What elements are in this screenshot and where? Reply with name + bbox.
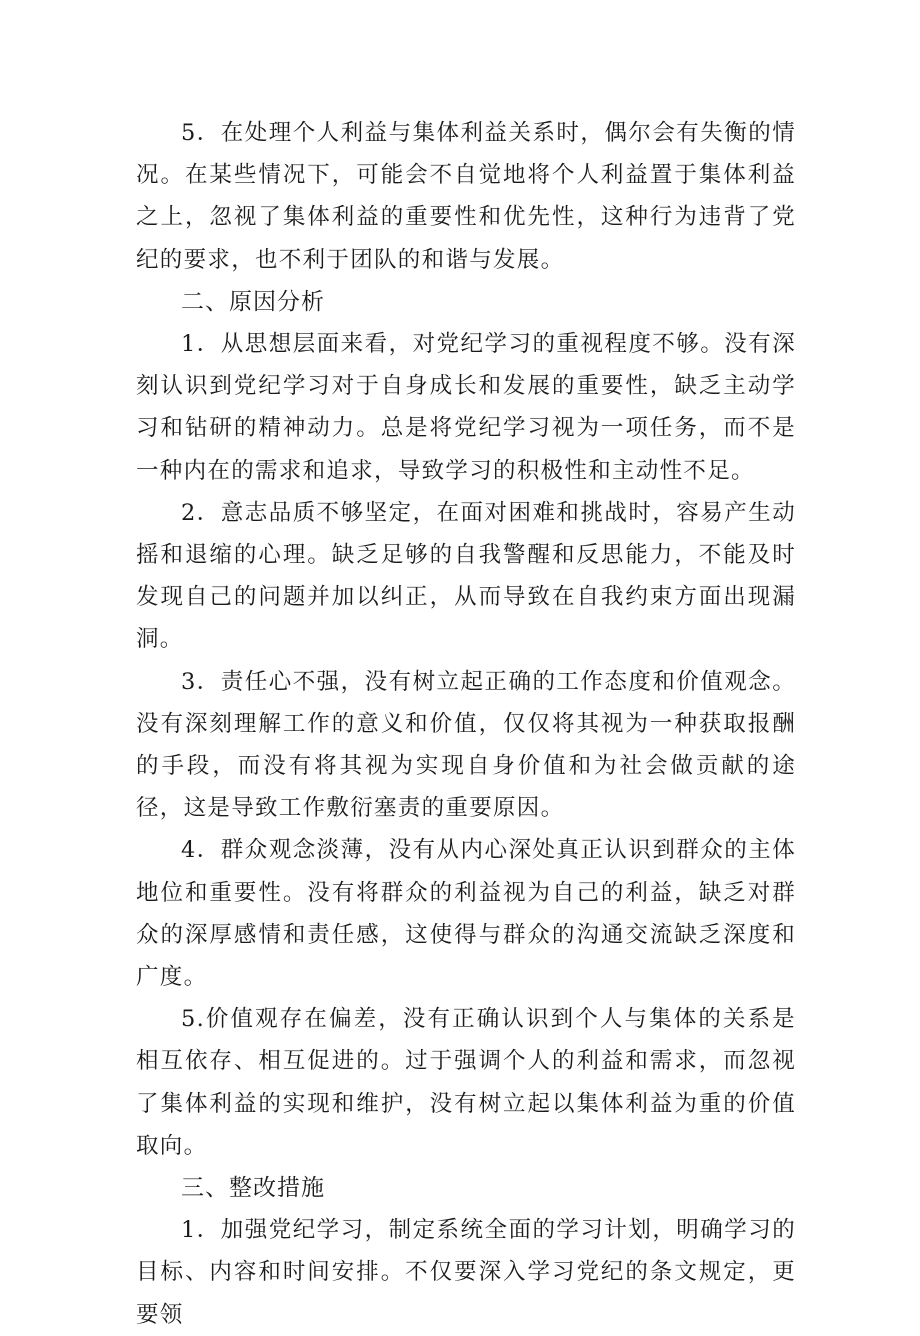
- paragraph-measure-1: 1．加强党纪学习，制定系统全面的学习计划，明确学习的目标、内容和时间安排。不仅要深入学习党纪的条文规定，更要领: [136, 1217, 796, 1328]
- document-page: [136, 112, 796, 1336]
- paragraph-cause-5: 5.价值观存在偏差，没有正确认识到个人与集体的关系是相互依存、相互促进的。过于强调个人的利益和需求，而忽视了集体利益的实现和维护，没有树立起以集体利益为重的价值取向。: [136, 1006, 796, 1159]
- section-heading-cause-analysis: 二、原因分析: [181, 288, 325, 315]
- paragraph-issue-5: 5．在处理个人利益与集体利益关系时，偶尔会有失衡的情况。在某些情况下，可能会不自觉地将个人利益置于集体利益之上，忽视了集体利益的重要性和优先性，这种行为违背了党纪的要求，也不利于团队的和谐与发展。: [136, 120, 796, 273]
- section-heading-rectification-measures: 三、整改措施: [181, 1175, 325, 1202]
- paragraph-cause-3: 3．责任心不强，没有树立起正确的工作态度和价值观念。没有深刻理解工作的意义和价值，仅仅将其视为一种获取报酬的手段，而没有将其视为实现自身价值和为社会做贡献的途径，这是导致工作敷衍塞责的重要原因。: [136, 668, 796, 822]
- paragraph-cause-1: 1．从思想层面来看，对党纪学习的重视程度不够。没有深刻认识到党纪学习对于自身成长和发展的重要性，缺乏主动学习和钻研的精神动力。总是将党纪学习视为一项任务，而不是一种内在的需求和追求，导致学习的积极性和主动性不足。: [136, 331, 796, 484]
- paragraph-cause-4: 4．群众观念淡薄，没有从内心深处真正认识到群众的主体地位和重要性。没有将群众的利益视为自己的利益，缺乏对群众的深厚感情和责任感，这使得与群众的沟通交流缺乏深度和广度。: [136, 837, 796, 991]
- paragraph-cause-2: 2．意志品质不够坚定，在面对困难和挑战时，容易产生动摇和退缩的心理。缺乏足够的自我警醒和反思能力，不能及时发现自己的问题并加以纠正，从而导致在自我约束方面出现漏洞。: [136, 499, 796, 653]
